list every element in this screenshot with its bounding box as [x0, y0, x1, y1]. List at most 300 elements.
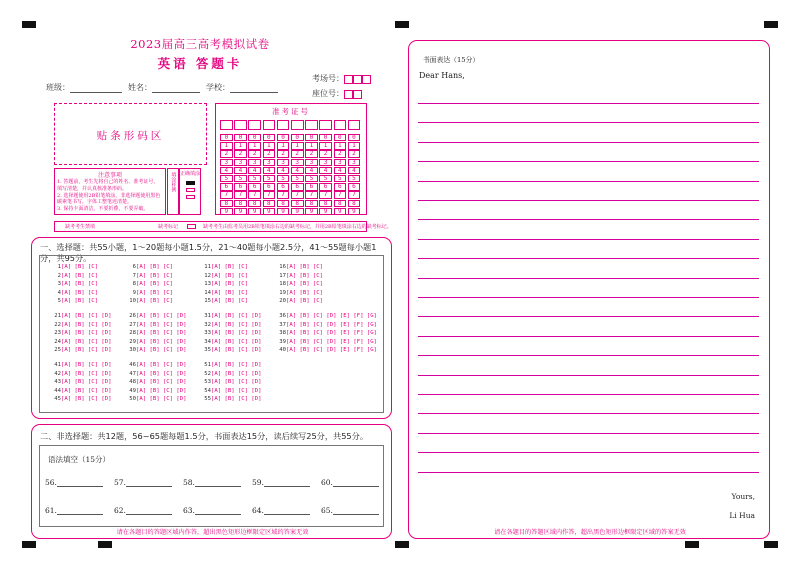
admission-digit-bubble[interactable]: 7	[263, 191, 276, 198]
admission-digit-bubble[interactable]: 2	[348, 150, 361, 157]
answer-options[interactable]: [A] [B] [C]	[211, 264, 249, 270]
answer-options[interactable]: [A] [B] [C]	[211, 272, 249, 279]
answer-options[interactable]: [A] [B] [C] [D]	[61, 321, 112, 328]
absent-mark-box[interactable]	[187, 224, 196, 229]
admission-digit-bubble[interactable]: 5	[220, 175, 233, 182]
question-number: 2	[57, 272, 61, 279]
choice-question-row[interactable]	[52, 395, 112, 404]
admission-digit-box[interactable]	[263, 120, 276, 130]
admission-digit-bubble[interactable]: 6	[348, 183, 361, 190]
grammar-blank-line[interactable]	[333, 478, 379, 487]
admission-digit-bubble[interactable]: 1	[348, 142, 361, 149]
answer-options[interactable]: [A] [B] [C]	[286, 264, 324, 270]
choice-question-row[interactable]	[277, 321, 377, 330]
admission-digit-bubble[interactable]: 9	[277, 208, 290, 215]
alignment-marker	[395, 21, 409, 28]
choice-question-row[interactable]	[52, 338, 112, 347]
admission-digit-bubble[interactable]: 0	[248, 134, 261, 141]
admission-digit-bubble[interactable]: 2	[234, 150, 247, 157]
grammar-blank[interactable]	[114, 506, 177, 515]
grammar-blank-line[interactable]	[57, 506, 103, 515]
choice-question-row[interactable]	[52, 378, 112, 387]
answer-options[interactable]: [A] [B] [C] [D]	[61, 330, 112, 337]
writing-line[interactable]	[418, 297, 759, 298]
answer-options[interactable]: [A] [B] [C] [D]	[136, 379, 187, 386]
choice-question-row[interactable]	[202, 297, 248, 306]
admission-digit-bubble[interactable]: 7	[319, 191, 332, 198]
choice-question-row[interactable]	[52, 361, 112, 370]
choice-question-row[interactable]	[52, 346, 112, 355]
question-number: 43	[54, 379, 61, 386]
admission-digit-bubble[interactable]: 8	[248, 200, 261, 207]
admission-digit-bubble[interactable]: 5	[305, 175, 318, 182]
answer-options[interactable]: [A] [B] [C]	[61, 272, 99, 279]
choice-question-row[interactable]	[127, 395, 187, 404]
choice-question-row[interactable]	[277, 263, 323, 272]
choice-question-row[interactable]	[277, 329, 377, 338]
admission-digit-box[interactable]	[319, 120, 332, 130]
class-field[interactable]	[46, 82, 122, 93]
admission-digit-bubble[interactable]: 4	[277, 167, 290, 174]
admission-digit-bubble[interactable]: 3	[291, 159, 304, 166]
answer-options[interactable]: [A] [B] [C]	[286, 272, 324, 279]
answer-options[interactable]: [A] [B] [C] [D]	[136, 330, 187, 337]
choice-question-row[interactable]	[202, 338, 262, 347]
admission-digit-bubble[interactable]: 1	[291, 142, 304, 149]
answer-options[interactable]: [A] [B] [C] [D]	[61, 379, 112, 386]
choice-question-row[interactable]	[202, 263, 248, 272]
admission-digit-bubble[interactable]: 1	[263, 142, 276, 149]
admission-digit-bubble[interactable]: 4	[334, 167, 347, 174]
grammar-blank-line[interactable]	[57, 478, 103, 487]
admission-digit-box[interactable]	[248, 120, 261, 130]
admission-digit-bubble[interactable]: 1	[305, 142, 318, 149]
answer-options[interactable]: [A] [B] [C]	[61, 281, 99, 288]
choice-question-row[interactable]	[277, 289, 323, 298]
admission-digit-bubble[interactable]: 5	[263, 175, 276, 182]
admission-digit-bubble[interactable]: 8	[319, 200, 332, 207]
choice-question-row[interactable]	[202, 387, 262, 396]
question-number: 46	[129, 362, 136, 368]
admission-digit-bubble[interactable]: 8	[220, 200, 233, 207]
choice-question-row[interactable]	[52, 312, 112, 321]
admission-digit-bubble[interactable]: 9	[234, 208, 247, 215]
answer-options[interactable]: [A] [B] [C] [D] [E] [F] [G]	[286, 313, 377, 319]
admission-digit-bubble[interactable]: 7	[305, 191, 318, 198]
question-number: 44	[54, 387, 61, 394]
grammar-blank-line[interactable]	[333, 506, 379, 515]
admission-digit-bubble[interactable]: 9	[220, 208, 233, 215]
writing-line[interactable]	[418, 200, 759, 201]
answer-options[interactable]: [A] [B] [C] [D]	[211, 313, 262, 319]
answer-options[interactable]: [A] [B] [C]	[136, 289, 174, 296]
admission-digit-box[interactable]	[334, 120, 347, 130]
writing-line[interactable]	[418, 336, 759, 337]
admission-digit-bubble[interactable]: 5	[248, 175, 261, 182]
choice-question-row[interactable]	[127, 361, 187, 370]
grammar-blank[interactable]	[321, 506, 384, 515]
admission-digit-bubble[interactable]: 0	[277, 134, 290, 141]
grammar-blank[interactable]	[252, 478, 315, 487]
choice-question-row[interactable]	[127, 297, 173, 306]
choice-question-row[interactable]	[52, 263, 98, 272]
admission-digit-box[interactable]	[305, 120, 318, 130]
admission-digit-bubble[interactable]: 6	[263, 183, 276, 190]
answer-options[interactable]: [A] [B] [C]	[136, 281, 174, 288]
writing-line[interactable]	[418, 161, 759, 162]
answer-options[interactable]: [A] [B] [C]	[61, 289, 99, 296]
choice-question-row[interactable]	[52, 370, 112, 379]
admission-digit-bubble[interactable]: 6	[291, 183, 304, 190]
choice-question-row[interactable]	[127, 280, 173, 289]
admission-digit-bubble[interactable]: 4	[305, 167, 318, 174]
admission-digit-bubble[interactable]: 1	[248, 142, 261, 149]
answer-options[interactable]: [A] [B] [C] [D]	[211, 396, 262, 403]
admission-digit-bubble[interactable]: 8	[277, 200, 290, 207]
choice-question-row[interactable]	[127, 346, 187, 355]
admission-digit-bubble[interactable]: 8	[305, 200, 318, 207]
grammar-blank[interactable]	[321, 478, 384, 487]
answer-options[interactable]: [A] [B] [C] [D]	[136, 387, 187, 394]
grammar-blank-line[interactable]	[195, 478, 241, 487]
seat-field[interactable]	[312, 88, 362, 99]
admission-digit-bubble[interactable]: 0	[291, 134, 304, 141]
admission-digit-bubble[interactable]: 4	[248, 167, 261, 174]
admission-digit-bubble[interactable]: 8	[334, 200, 347, 207]
answer-options[interactable]: [A] [B] [C] [D]	[61, 347, 112, 354]
admission-digit-bubble[interactable]: 8	[348, 200, 361, 207]
admission-digit-bubble[interactable]: 4	[220, 167, 233, 174]
admission-digit-bubble[interactable]: 2	[263, 150, 276, 157]
admission-digit-bubble[interactable]: 9	[305, 208, 318, 215]
answer-options[interactable]: [A] [B] [C]	[286, 289, 324, 296]
choice-question-row[interactable]	[202, 312, 262, 321]
admission-digit-bubble[interactable]: 3	[334, 159, 347, 166]
choice-question-row[interactable]	[277, 312, 377, 321]
writing-line[interactable]	[418, 413, 759, 414]
admission-digit-bubble[interactable]: 0	[305, 134, 318, 141]
admission-digit-bubble[interactable]: 7	[234, 191, 247, 198]
grammar-blank-number: 58.	[183, 478, 195, 487]
admission-digit-bubble[interactable]: 3	[319, 159, 332, 166]
admission-digit-bubble[interactable]: 5	[334, 175, 347, 182]
answer-options[interactable]: [A] [B] [C] [D]	[136, 321, 187, 328]
choice-question-row[interactable]	[277, 338, 377, 347]
writing-line[interactable]	[418, 433, 759, 434]
answer-options[interactable]: [A] [B] [C]	[136, 272, 174, 279]
choice-question-row[interactable]	[52, 387, 112, 396]
answer-options[interactable]: [A] [B] [C] [D]	[211, 387, 262, 394]
answer-options[interactable]: [A] [B] [C] [D]	[211, 379, 262, 386]
admission-digit-bubble[interactable]: 7	[334, 191, 347, 198]
answer-options[interactable]: [A] [B] [C] [D]	[61, 387, 112, 394]
exam-room-box[interactable]	[344, 75, 353, 84]
admission-digit-bubble[interactable]: 5	[348, 175, 361, 182]
question-number: 7	[132, 272, 136, 279]
grammar-blank[interactable]	[45, 506, 108, 515]
choice-question-row[interactable]	[202, 280, 248, 289]
choice-question-row[interactable]	[52, 272, 98, 281]
school-input-line[interactable]	[230, 84, 278, 93]
choice-question-row[interactable]	[202, 378, 262, 387]
choice-question-row[interactable]	[52, 280, 98, 289]
school-field[interactable]	[206, 82, 278, 93]
answer-options[interactable]: [A] [B] [C] [D]	[136, 347, 187, 354]
admission-digit-bubble[interactable]: 6	[220, 183, 233, 190]
admission-digit-bubble[interactable]: 6	[305, 183, 318, 190]
admission-digit-bubble[interactable]: 1	[277, 142, 290, 149]
admission-digit-bubble[interactable]: 9	[319, 208, 332, 215]
class-input-line[interactable]	[70, 84, 122, 93]
answer-options[interactable]: [A] [B] [C] [D]	[211, 347, 262, 354]
footer-note-right: 请在各题目的答题区域内作答，超出黑色矩形边框限定区域的答案无效	[494, 529, 686, 536]
admission-digit-bubble[interactable]: 9	[263, 208, 276, 215]
admission-digit-bubble[interactable]: 2	[248, 150, 261, 157]
admission-digit-bubble[interactable]: 3	[305, 159, 318, 166]
grammar-blank-line[interactable]	[195, 506, 241, 515]
choice-question-row[interactable]	[52, 297, 98, 306]
choice-question-row[interactable]	[127, 329, 187, 338]
choice-question-row[interactable]	[277, 272, 323, 281]
admission-digit-bubble[interactable]: 7	[348, 191, 361, 198]
choice-question-row[interactable]	[277, 280, 323, 289]
writing-line[interactable]	[418, 316, 759, 317]
choice-question-row[interactable]	[52, 321, 112, 330]
choice-question-row[interactable]	[277, 346, 377, 355]
admission-digit-bubble[interactable]: 0	[348, 134, 361, 141]
answer-options[interactable]: [A] [B] [C] [D]	[61, 370, 112, 377]
question-number: 6	[132, 264, 136, 270]
admission-digit-bubble[interactable]: 3	[348, 159, 361, 166]
writing-line[interactable]	[418, 278, 759, 279]
writing-line[interactable]	[418, 103, 759, 104]
choice-question-row[interactable]	[202, 395, 262, 404]
grammar-blank-line[interactable]	[264, 506, 310, 515]
answer-options[interactable]: [A] [B] [C] [D] [E] [F] [G]	[286, 321, 377, 328]
writing-line[interactable]	[418, 375, 759, 376]
question-number: 5	[57, 298, 61, 305]
writing-line[interactable]	[418, 394, 759, 395]
admission-digit-bubble[interactable]: 1	[334, 142, 347, 149]
answer-options[interactable]: [A] [B] [C] [D]	[136, 396, 187, 403]
answer-options[interactable]: [A] [B] [C]	[211, 298, 249, 305]
admission-digit-column	[291, 134, 304, 215]
writing-line[interactable]	[418, 355, 759, 356]
admission-digit-box[interactable]	[220, 120, 233, 130]
answer-options[interactable]: [A] [B] [C]	[211, 281, 249, 288]
grammar-blank[interactable]	[114, 478, 177, 487]
choice-question-row[interactable]	[127, 272, 173, 281]
admission-digit-bubble[interactable]: 6	[248, 183, 261, 190]
question-number: 12	[204, 272, 211, 279]
choice-question-row[interactable]	[202, 329, 262, 338]
note-line: 碳素笔书写，字体工整笔迹清楚。	[57, 199, 133, 206]
admission-digit-bubble[interactable]: 3	[234, 159, 247, 166]
admission-digit-bubble[interactable]: 5	[234, 175, 247, 182]
answer-options[interactable]: [A] [B] [C] [D]	[211, 321, 262, 328]
admission-digit-bubble[interactable]: 1	[220, 142, 233, 149]
writing-line[interactable]	[418, 142, 759, 143]
choice-question-row[interactable]	[202, 272, 248, 281]
admission-digit-bubble[interactable]: 3	[263, 159, 276, 166]
answer-options[interactable]: [A] [B] [C] [D]	[211, 362, 262, 368]
answer-options[interactable]: [A] [B] [C]	[211, 289, 249, 296]
answer-options[interactable]: [A] [B] [C]	[286, 298, 324, 305]
writing-line[interactable]	[418, 472, 759, 473]
choice-question-row[interactable]	[127, 387, 187, 396]
writing-line[interactable]	[418, 219, 759, 220]
admission-digit-bubble[interactable]: 4	[263, 167, 276, 174]
grammar-blank[interactable]	[183, 478, 246, 487]
admission-digit-bubble[interactable]: 3	[248, 159, 261, 166]
admission-digit-box[interactable]	[348, 120, 361, 130]
choice-question-row[interactable]	[277, 297, 323, 306]
question-number: 47	[129, 370, 136, 377]
grammar-blank-line[interactable]	[264, 478, 310, 487]
admission-digit-bubble[interactable]: 5	[319, 175, 332, 182]
question-number: 42	[54, 370, 61, 377]
answer-options[interactable]: [A] [B] [C] [D] [E] [F] [G]	[286, 338, 377, 345]
admission-digit-bubble[interactable]: 7	[248, 191, 261, 198]
exam-room-box[interactable]	[353, 75, 362, 84]
question-number: 28	[129, 330, 136, 337]
admission-digit-bubble[interactable]: 9	[248, 208, 261, 215]
exam-room-field[interactable]	[312, 73, 371, 84]
admission-digit-bubble[interactable]: 4	[291, 167, 304, 174]
answer-options[interactable]: [A] [B] [C] [D]	[136, 370, 187, 377]
grammar-blank[interactable]	[45, 478, 108, 487]
grammar-blank[interactable]	[252, 506, 315, 515]
answer-options[interactable]: [A] [B] [C]	[136, 264, 174, 270]
answer-options[interactable]: [A] [B] [C] [D]	[136, 338, 187, 345]
writing-line[interactable]	[418, 122, 759, 123]
admission-digit-bubble[interactable]: 6	[277, 183, 290, 190]
choice-question-row[interactable]	[127, 370, 187, 379]
grammar-blank-line[interactable]	[126, 478, 172, 487]
choice-question-row[interactable]	[127, 321, 187, 330]
admission-digit-bubble[interactable]: 0	[220, 134, 233, 141]
admission-digit-bubble[interactable]: 4	[234, 167, 247, 174]
admission-title: 准考证号	[272, 107, 310, 116]
answer-options[interactable]: [A] [B] [C] [D]	[211, 370, 262, 377]
admission-digit-bubble[interactable]: 8	[234, 200, 247, 207]
admission-digit-bubble[interactable]: 2	[334, 150, 347, 157]
answer-options[interactable]: [A] [B] [C] [D] [E] [F] [G]	[286, 347, 377, 354]
question-number: 15	[204, 298, 211, 305]
admission-digit-bubble[interactable]: 1	[319, 142, 332, 149]
admission-digit-bubble[interactable]: 3	[277, 159, 290, 166]
admission-digit-box[interactable]	[277, 120, 290, 130]
question-number: 1	[57, 264, 61, 270]
admission-digit-bubble[interactable]: 1	[234, 142, 247, 149]
choice-question-row[interactable]	[52, 289, 98, 298]
name-input-line[interactable]	[152, 84, 200, 93]
admission-digit-bubble[interactable]: 7	[277, 191, 290, 198]
answer-options[interactable]: [A] [B] [C] [D]	[211, 330, 262, 337]
question-number: 54	[204, 387, 211, 394]
choice-question-row[interactable]	[202, 361, 262, 370]
answer-options[interactable]: [A] [B] [C]	[286, 281, 324, 288]
admission-digit-bubble[interactable]: 0	[319, 134, 332, 141]
choice-question-row[interactable]	[202, 289, 248, 298]
seat-box[interactable]	[353, 90, 362, 99]
answer-options[interactable]: [A] [B] [C]	[61, 264, 99, 270]
exam-room-box[interactable]	[362, 75, 371, 84]
admission-digit-bubble[interactable]: 3	[220, 159, 233, 166]
choice-question-row[interactable]	[202, 321, 262, 330]
name-field[interactable]	[128, 82, 200, 93]
barcode-area[interactable]	[54, 103, 207, 165]
admission-digit-bubble[interactable]: 0	[234, 134, 247, 141]
question-number: 27	[129, 321, 136, 328]
admission-digit-box[interactable]	[291, 120, 304, 130]
choice-question-row[interactable]	[127, 263, 173, 272]
answer-options[interactable]: [A] [B] [C] [D] [E] [F] [G]	[286, 330, 377, 337]
admission-digit-bubble[interactable]: 8	[263, 200, 276, 207]
writing-line[interactable]	[418, 181, 759, 182]
admission-digit-bubble[interactable]: 9	[291, 208, 304, 215]
answer-options[interactable]: [A] [B] [C] [D]	[136, 362, 187, 368]
admission-digit-bubble[interactable]: 8	[291, 200, 304, 207]
admission-digit-bubble[interactable]: 6	[319, 183, 332, 190]
grammar-blank-line[interactable]	[126, 506, 172, 515]
writing-line[interactable]	[418, 239, 759, 240]
answer-options[interactable]: [A] [B] [C] [D]	[61, 313, 112, 319]
answer-options[interactable]: [A] [B] [C] [D]	[61, 338, 112, 345]
question-number: 10	[129, 298, 136, 305]
question-number: 39	[279, 338, 286, 345]
answer-options[interactable]: [A] [B] [C] [D]	[61, 362, 112, 368]
answer-options[interactable]: [A] [B] [C] [D]	[136, 313, 187, 319]
answer-options[interactable]: [A] [B] [C] [D]	[61, 396, 112, 403]
admission-digit-bubble[interactable]: 6	[234, 183, 247, 190]
admission-digit-bubble[interactable]: 7	[291, 191, 304, 198]
name-label: 姓名：	[128, 83, 152, 92]
admission-digit-bubble[interactable]: 2	[319, 150, 332, 157]
choice-question-row[interactable]	[127, 338, 187, 347]
admission-digit-bubble[interactable]: 7	[220, 191, 233, 198]
admission-digit-bubble[interactable]: 2	[220, 150, 233, 157]
writing-line[interactable]	[418, 258, 759, 259]
admission-digit-bubble[interactable]: 4	[348, 167, 361, 174]
answer-options[interactable]: [A] [B] [C]	[136, 298, 174, 305]
admission-digit-bubble[interactable]: 2	[277, 150, 290, 157]
choice-question-row[interactable]	[52, 329, 112, 338]
admission-digit-bubble[interactable]: 0	[263, 134, 276, 141]
admission-digit-bubble[interactable]: 4	[319, 167, 332, 174]
choice-question-row[interactable]	[127, 289, 173, 298]
admission-digit-box[interactable]	[234, 120, 247, 130]
admission-digit-bubble[interactable]: 5	[291, 175, 304, 182]
choice-question-row[interactable]	[127, 378, 187, 387]
admission-digit-bubble[interactable]: 9	[348, 208, 361, 215]
choice-question-row[interactable]	[202, 346, 262, 355]
choice-question-row[interactable]	[127, 312, 187, 321]
answer-options[interactable]: [A] [B] [C]	[61, 298, 99, 305]
admission-digit-bubble[interactable]: 0	[334, 134, 347, 141]
admission-digit-bubble[interactable]: 2	[291, 150, 304, 157]
admission-digit-bubble[interactable]: 2	[305, 150, 318, 157]
admission-digit-bubble[interactable]: 6	[334, 183, 347, 190]
admission-digit-bubble[interactable]: 5	[277, 175, 290, 182]
admission-digit-bubble[interactable]: 9	[334, 208, 347, 215]
seat-box[interactable]	[344, 90, 353, 99]
choice-question-row[interactable]	[202, 370, 262, 379]
answer-options[interactable]: [A] [B] [C] [D]	[211, 338, 262, 345]
writing-line[interactable]	[418, 452, 759, 453]
grammar-blank[interactable]	[183, 506, 246, 515]
grammar-blank-number: 62.	[114, 506, 126, 515]
